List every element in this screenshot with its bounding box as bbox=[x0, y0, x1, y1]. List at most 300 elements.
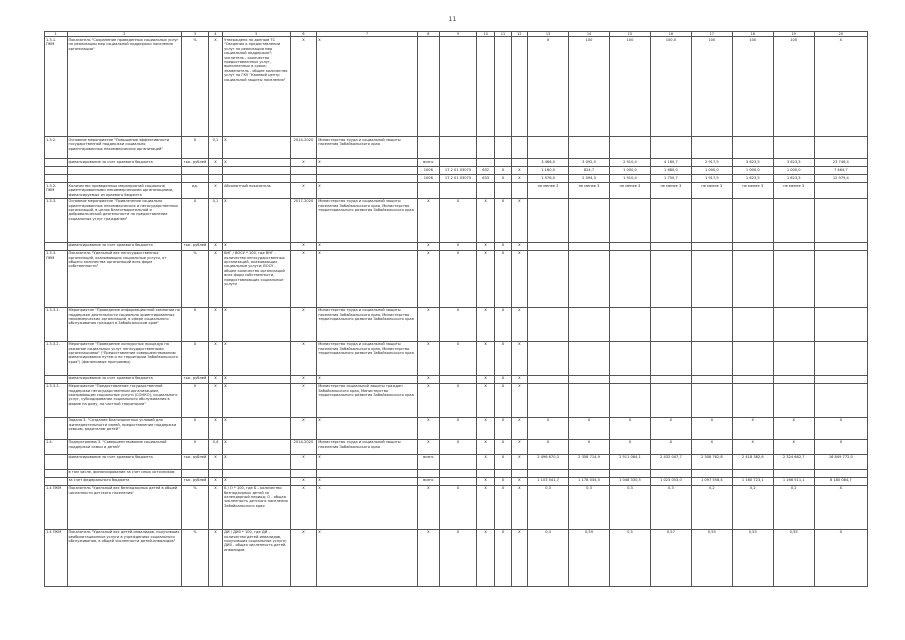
table-cell: Х bbox=[317, 159, 417, 167]
table-cell: Х bbox=[511, 477, 527, 485]
table-cell: Х bbox=[814, 485, 867, 529]
table-row bbox=[45, 469, 868, 477]
table-cell: 0,59 bbox=[569, 529, 610, 586]
table-cell: Х bbox=[609, 417, 650, 439]
table-cell: Мероприятие "Проведение информационной кампании по поддержке деятельности социально ориентированных некоммерческих организаций, в сфере социального обслуживания граждан в Забайкальском крае" bbox=[67, 307, 182, 341]
table-cell: Х bbox=[208, 417, 222, 439]
table-cell bbox=[732, 341, 773, 375]
table-cell: Х bbox=[290, 454, 317, 469]
table-cell bbox=[650, 469, 691, 477]
table-cell: финансирование за счет краевого бюджета bbox=[67, 454, 182, 469]
table-cell: Х bbox=[476, 198, 494, 242]
table-cell: Х bbox=[290, 341, 317, 375]
table-cell bbox=[417, 469, 440, 477]
table-cell bbox=[417, 183, 440, 198]
table-cell: Х bbox=[290, 159, 317, 167]
table-cell: Х bbox=[182, 307, 209, 341]
table-cell: 0,3 bbox=[609, 485, 650, 529]
table-row bbox=[45, 137, 868, 159]
column-number-cell: 11 bbox=[495, 32, 511, 37]
table-cell: Х bbox=[691, 417, 732, 439]
column-number-cell: 17 bbox=[691, 32, 732, 37]
table-cell bbox=[495, 469, 511, 477]
table-cell bbox=[208, 167, 222, 175]
table-cell: 633 bbox=[476, 175, 494, 183]
column-number-cell: 13 bbox=[528, 32, 569, 37]
table-cell: 23 746,4 bbox=[814, 159, 867, 167]
table-row bbox=[45, 439, 868, 454]
table-cell: 1 000,0 bbox=[691, 167, 732, 175]
table-row bbox=[45, 375, 868, 383]
table-cell: 1 623,5 bbox=[732, 175, 773, 183]
table-cell: Х bbox=[290, 477, 317, 485]
table-cell: Х bbox=[511, 167, 527, 175]
page-number: 11 bbox=[448, 16, 457, 23]
table-cell: 0,55 bbox=[732, 529, 773, 586]
table-cell: Х bbox=[814, 439, 867, 454]
column-number-cell: 6 bbox=[290, 32, 317, 37]
table-cell: Х bbox=[495, 175, 511, 183]
table-cell: Х bbox=[495, 250, 511, 307]
table-cell: 1 166 511,1 bbox=[773, 477, 814, 485]
table-cell: Х bbox=[495, 375, 511, 383]
table-cell: не менее 3 bbox=[691, 183, 732, 198]
table-cell: всего bbox=[417, 159, 440, 167]
table-cell bbox=[223, 167, 291, 175]
table-cell bbox=[440, 37, 477, 137]
table-cell bbox=[45, 375, 68, 383]
table-cell bbox=[732, 198, 773, 242]
table-cell: Х bbox=[417, 307, 440, 341]
table-cell: 1 097 558,4 bbox=[691, 477, 732, 485]
table-cell: Министерство труда и социальной защиты населения Забайкальского края, Министерство территориального развития Забайкальского края bbox=[317, 341, 417, 375]
table-cell: Х bbox=[569, 417, 610, 439]
table-cell bbox=[773, 375, 814, 383]
table-cell bbox=[528, 198, 569, 242]
table-cell: Х bbox=[317, 529, 417, 586]
table-cell: 1 160 723,1 bbox=[732, 477, 773, 485]
table-cell: тыс. рублей bbox=[182, 375, 209, 383]
column-number-cell: 18 bbox=[732, 32, 773, 37]
table-cell: не менее 3 bbox=[528, 183, 569, 198]
table-cell: Х bbox=[732, 439, 773, 454]
table-cell: за счет федерального бюджета bbox=[67, 477, 182, 485]
table-cell: 2 094,3 bbox=[569, 175, 610, 183]
table-cell: 3 623,5 bbox=[732, 159, 773, 167]
table-cell: всего bbox=[417, 477, 440, 485]
table-cell bbox=[223, 175, 291, 183]
table-cell: Х bbox=[440, 198, 477, 242]
table-cell bbox=[569, 137, 610, 159]
table-cell bbox=[528, 137, 569, 159]
table-cell bbox=[511, 37, 527, 137]
table-cell: 1.3.3. ПКМ bbox=[45, 250, 68, 307]
table-cell bbox=[290, 167, 317, 175]
table-cell: Х bbox=[417, 198, 440, 242]
table-cell: Х bbox=[290, 383, 317, 417]
table-cell bbox=[732, 250, 773, 307]
table-cell bbox=[223, 469, 291, 477]
table-cell: Х bbox=[290, 242, 317, 250]
table-cell: 0,3 bbox=[528, 485, 569, 529]
table-cell bbox=[495, 183, 511, 198]
table-cell: % bbox=[182, 250, 209, 307]
table-cell: 1006 bbox=[417, 175, 440, 183]
table-cell: в том числе, финансирование за счет иных источников: bbox=[67, 469, 182, 477]
table-cell: Х bbox=[208, 375, 222, 383]
table-cell bbox=[569, 469, 610, 477]
table-cell: Х bbox=[290, 183, 317, 198]
table-cell bbox=[67, 175, 182, 183]
table-cell: Х bbox=[182, 341, 209, 375]
table-cell bbox=[609, 198, 650, 242]
table-cell: 1 023 053,0 bbox=[650, 477, 691, 485]
table-cell: финансирование за счет краевого бюджета bbox=[67, 159, 182, 167]
table-cell bbox=[650, 307, 691, 341]
table-cell: Х bbox=[290, 529, 317, 586]
table-cell bbox=[528, 375, 569, 383]
table-cell: 12 979,4 bbox=[814, 175, 867, 183]
table-cell bbox=[814, 242, 867, 250]
table-cell bbox=[511, 137, 527, 159]
table-cell: 824,7 bbox=[569, 167, 610, 175]
table-cell bbox=[476, 183, 494, 198]
table-cell: 0,1 bbox=[208, 137, 222, 159]
table-cell bbox=[609, 242, 650, 250]
table-cell: % bbox=[182, 529, 209, 586]
table-cell bbox=[691, 250, 732, 307]
table-cell: Основное мероприятие "Повышение эффективности государственной поддержки социально ориентированных некоммерческих организаций" bbox=[67, 137, 182, 159]
table-cell: 100 bbox=[609, 37, 650, 137]
table-cell: Х bbox=[290, 485, 317, 529]
table-cell: Х bbox=[511, 454, 527, 469]
table-cell: Х bbox=[417, 242, 440, 250]
column-number-cell: 12 bbox=[511, 32, 527, 37]
table-cell: Х bbox=[440, 439, 477, 454]
table-cell bbox=[528, 242, 569, 250]
table-cell: 1 910,4 bbox=[609, 175, 650, 183]
table-cell: 1 680,0 bbox=[650, 167, 691, 175]
table-cell: Х bbox=[511, 383, 527, 417]
table-cell bbox=[495, 137, 511, 159]
table-cell bbox=[182, 167, 209, 175]
table-cell: Х bbox=[290, 417, 317, 439]
table-cell: Х bbox=[814, 417, 867, 439]
table-cell bbox=[440, 469, 477, 477]
table-cell: Х bbox=[495, 198, 511, 242]
table-cell: Основное мероприятие "Привлечение социально ориентированных некоммерческих и негосударственных организаций, в целях благотворительной и добровольческой деятельности на предоставление социальных услуг гражданам" bbox=[67, 198, 182, 242]
table-cell: 2 910,4 bbox=[609, 159, 650, 167]
table-cell: 3 466,0 bbox=[528, 159, 569, 167]
table-cell bbox=[773, 341, 814, 375]
table-cell: 100 bbox=[569, 37, 610, 137]
table-cell: 2 432 047,7 bbox=[650, 454, 691, 469]
column-number-cell: 20 bbox=[814, 32, 867, 37]
table-cell: 1 000,0 bbox=[609, 167, 650, 175]
table-cell: 0,4 bbox=[208, 439, 222, 454]
table-row bbox=[45, 417, 868, 439]
table-cell: 4 180,7 bbox=[650, 159, 691, 167]
table-row bbox=[45, 383, 868, 417]
table-cell: тыс. рублей bbox=[182, 477, 209, 485]
table-cell bbox=[814, 341, 867, 375]
table-cell: Х bbox=[691, 439, 732, 454]
table-cell: % bbox=[182, 37, 209, 137]
table-cell: Подпрограмма 3. "Совершенствование социальной поддержки семьи и детей" bbox=[67, 439, 182, 454]
column-number-cell: 15 bbox=[609, 32, 650, 37]
table-cell bbox=[609, 341, 650, 375]
table-cell: Х bbox=[440, 250, 477, 307]
table-row bbox=[45, 183, 868, 198]
table-row bbox=[45, 341, 868, 375]
table-cell: Х bbox=[440, 529, 477, 586]
table-row bbox=[45, 307, 868, 341]
table-cell: 1 750,7 bbox=[650, 175, 691, 183]
table-cell: 0,5 bbox=[609, 529, 650, 586]
table-cell bbox=[440, 183, 477, 198]
table-row bbox=[45, 529, 868, 586]
column-number-cell: 2 bbox=[67, 32, 182, 37]
table-cell: Х bbox=[223, 341, 291, 375]
table-cell: 2014-2020 bbox=[290, 137, 317, 159]
table-cell bbox=[650, 341, 691, 375]
table-cell: 100,0 bbox=[650, 37, 691, 137]
table-cell: Количество проведенных мероприятий социально ориентированными некоммерческими организациями, финансируемых из краевого бюджета bbox=[67, 183, 182, 198]
table-row bbox=[45, 250, 868, 307]
table-cell: Х bbox=[417, 529, 440, 586]
table-cell: % bbox=[182, 485, 209, 529]
table-cell: Х bbox=[208, 477, 222, 485]
table-cell bbox=[317, 167, 417, 175]
table-row bbox=[45, 242, 868, 250]
table-cell bbox=[814, 137, 867, 159]
table-cell bbox=[528, 341, 569, 375]
table-cell: 2 324 662,7 bbox=[773, 454, 814, 469]
table-cell: Х bbox=[495, 341, 511, 375]
table-cell: 2014-2020 bbox=[290, 439, 317, 454]
table-cell bbox=[476, 159, 494, 167]
table-cell: Х bbox=[223, 477, 291, 485]
table-cell: 0,57 bbox=[650, 529, 691, 586]
table-cell bbox=[609, 375, 650, 383]
table-cell bbox=[208, 469, 222, 477]
table-cell bbox=[317, 469, 417, 477]
table-cell: 17 2 01 03075 bbox=[440, 175, 477, 183]
table-cell: Х bbox=[511, 198, 527, 242]
table-cell: 0,3 bbox=[569, 485, 610, 529]
table-cell: Х bbox=[773, 417, 814, 439]
table-cell: 1 917,5 bbox=[691, 175, 732, 183]
table-cell: 1.3.3.3. bbox=[45, 383, 68, 417]
table-cell: 2 496 670,3 bbox=[528, 454, 569, 469]
table-cell bbox=[569, 341, 610, 375]
table-cell: Х bbox=[476, 417, 494, 439]
table-cell: Х bbox=[440, 485, 477, 529]
table-cell: 2 418 382,6 bbox=[732, 454, 773, 469]
table-cell: Х bbox=[317, 37, 417, 137]
table-cell: 17 2 01 03075 bbox=[440, 167, 477, 175]
table-cell: Х bbox=[208, 485, 222, 529]
table-cell: Х bbox=[182, 439, 209, 454]
table-cell: 0,2 bbox=[691, 485, 732, 529]
table-cell: Х bbox=[511, 250, 527, 307]
table-cell bbox=[814, 469, 867, 477]
table-cell: Х bbox=[290, 37, 317, 137]
table-cell bbox=[732, 375, 773, 383]
table-cell bbox=[814, 375, 867, 383]
table-cell: Б / О * 100, где Б - количество безнадзорных детей за календарный период; О - общая численность детского населения Забайкальского края bbox=[223, 485, 291, 529]
table-cell: 1.3.3.1. bbox=[45, 307, 68, 341]
table-cell: Х bbox=[495, 529, 511, 586]
table-cell bbox=[528, 307, 569, 341]
table-cell: Х bbox=[476, 242, 494, 250]
table-cell bbox=[650, 250, 691, 307]
table-cell bbox=[495, 37, 511, 137]
table-cell: Х bbox=[290, 307, 317, 341]
table-cell bbox=[732, 469, 773, 477]
table-cell: Х bbox=[650, 439, 691, 454]
table-cell: Х bbox=[182, 417, 209, 439]
table-cell bbox=[495, 159, 511, 167]
table-cell: Х bbox=[317, 477, 417, 485]
table-cell: Х bbox=[511, 439, 527, 454]
table-cell: Х bbox=[317, 250, 417, 307]
table-cell: Х bbox=[528, 37, 569, 137]
table-cell bbox=[691, 375, 732, 383]
column-number-cell: 16 bbox=[650, 32, 691, 37]
table-cell: Х bbox=[476, 477, 494, 485]
table-cell: Х bbox=[495, 167, 511, 175]
table-cell bbox=[528, 383, 569, 417]
table-cell: 1 000,0 bbox=[732, 167, 773, 175]
table-cell bbox=[476, 469, 494, 477]
table-cell: Абсолютный показатель bbox=[223, 183, 291, 198]
table-cell bbox=[569, 250, 610, 307]
table-cell bbox=[208, 175, 222, 183]
table-cell bbox=[609, 383, 650, 417]
table-cell: 0,2 bbox=[773, 485, 814, 529]
table-cell: Х bbox=[182, 137, 209, 159]
table-cell: 1.4 ПКМ bbox=[45, 529, 68, 586]
table-cell: Х bbox=[476, 375, 494, 383]
table-cell: 1 048 330,5 bbox=[609, 477, 650, 485]
table-cell bbox=[691, 137, 732, 159]
table-cell: Х bbox=[440, 307, 477, 341]
table-cell bbox=[290, 175, 317, 183]
table-cell: Х bbox=[223, 198, 291, 242]
table-cell: Х bbox=[223, 137, 291, 159]
table-cell bbox=[45, 175, 68, 183]
table-row bbox=[45, 477, 868, 485]
table-cell: Х bbox=[495, 454, 511, 469]
table-cell bbox=[691, 469, 732, 477]
table-cell: 2 358 714,9 bbox=[569, 454, 610, 469]
table-cell: Х bbox=[476, 529, 494, 586]
table-cell bbox=[691, 383, 732, 417]
table-cell: Х bbox=[476, 250, 494, 307]
table-cell: Х bbox=[495, 439, 511, 454]
table-cell: 16 849 772,0 bbox=[814, 454, 867, 469]
table-cell bbox=[45, 454, 68, 469]
table-cell: Х bbox=[223, 242, 291, 250]
table-cell: Х bbox=[476, 485, 494, 529]
table-row bbox=[45, 198, 868, 242]
table-cell bbox=[569, 383, 610, 417]
table-cell: Х bbox=[208, 529, 222, 586]
table-cell: Х bbox=[208, 307, 222, 341]
table-cell: 1 623,3 bbox=[773, 175, 814, 183]
table-cell: Х bbox=[208, 454, 222, 469]
table-cell: Х bbox=[317, 242, 417, 250]
table-cell bbox=[290, 469, 317, 477]
table-cell: ДИ / ДИ0 * 100, где ДИ - количество детей-инвалидов, получивших социальные услуги; ДИ0 - общая численность детей-инвалидов bbox=[223, 529, 291, 586]
table-cell: 1.4 ПКМ bbox=[45, 485, 68, 529]
table-cell: ед. bbox=[182, 183, 209, 198]
table-cell: Х bbox=[417, 341, 440, 375]
table-cell: Х bbox=[417, 375, 440, 383]
table-cell: Х bbox=[511, 485, 527, 529]
table-cell: Х bbox=[208, 383, 222, 417]
table-cell bbox=[609, 469, 650, 477]
table-cell bbox=[45, 159, 68, 167]
table-cell: 7 464,7 bbox=[814, 167, 867, 175]
table-cell bbox=[417, 37, 440, 137]
table-cell: Министерство социальной защиты граждан Забайкальского края, Министерство территориального развития Забайкальского края bbox=[317, 383, 417, 417]
table-cell bbox=[609, 137, 650, 159]
table-cell bbox=[440, 375, 477, 383]
table-cell: Х bbox=[317, 454, 417, 469]
column-number-cell: 4 bbox=[208, 32, 222, 37]
table-cell: Мероприятие "Предоставление государственной поддержки негосударственным организациям, оказывающим социальные услуги (СОНКО), социального услуг, субсидирование социального обслуживания в форме на дому, на частной территории" bbox=[67, 383, 182, 417]
table-cell bbox=[45, 242, 68, 250]
table-cell: не менее 3 bbox=[569, 183, 610, 198]
table-cell bbox=[317, 175, 417, 183]
table-row bbox=[45, 485, 868, 529]
table-cell: Х bbox=[511, 417, 527, 439]
table-cell: Х bbox=[511, 529, 527, 586]
table-cell: 1.4. bbox=[45, 439, 68, 454]
table-cell: Х bbox=[208, 159, 222, 167]
table-cell bbox=[45, 477, 68, 485]
table-cell: Х bbox=[440, 341, 477, 375]
table-cell: Мероприятие "Проведение конкурсных процедур на оказание социальных услуг негосударственными организациями" ("Предоставление совершенствованию финансирования путем и по территории Забайкальского края") (финансовые программы) bbox=[67, 341, 182, 375]
table-cell: 0,55 bbox=[773, 529, 814, 586]
table-cell: Х bbox=[569, 439, 610, 454]
table-cell: 100 bbox=[732, 37, 773, 137]
table-cell bbox=[773, 137, 814, 159]
table-cell: Х bbox=[495, 417, 511, 439]
table-cell: 2017-2020 bbox=[290, 198, 317, 242]
table-row bbox=[45, 454, 868, 469]
table-cell: Х bbox=[650, 417, 691, 439]
table-cell: 0,1 bbox=[208, 198, 222, 242]
table-cell: Х bbox=[417, 485, 440, 529]
table-cell bbox=[814, 250, 867, 307]
table-cell: Х bbox=[223, 439, 291, 454]
column-number-cell: 9 bbox=[440, 32, 477, 37]
table-cell: тыс. рублей bbox=[182, 454, 209, 469]
table-cell: Х bbox=[317, 183, 417, 198]
table-cell: Х bbox=[223, 383, 291, 417]
table-cell: Показатель "Удельный вес безнадзорных детей в общей численности детского населения" bbox=[67, 485, 182, 529]
table-row bbox=[45, 159, 868, 167]
table-cell: 1 103 541,7 bbox=[528, 477, 569, 485]
column-number-cell: 14 bbox=[569, 32, 610, 37]
table-cell: не менее 3 bbox=[609, 183, 650, 198]
table-cell: Х bbox=[208, 250, 222, 307]
table-cell: 1.3.3. bbox=[45, 198, 68, 242]
table-cell bbox=[650, 375, 691, 383]
